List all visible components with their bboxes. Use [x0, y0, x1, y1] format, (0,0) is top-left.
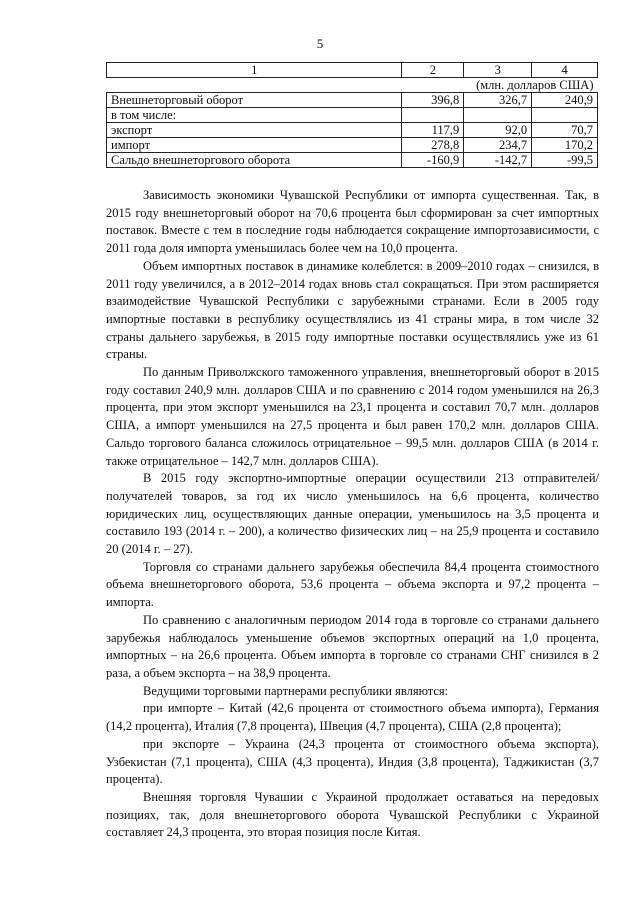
table-cell: 234,7 — [464, 138, 532, 153]
page-number: 5 — [316, 36, 324, 51]
table-cell — [402, 108, 464, 123]
paragraph: По данным Приволжского таможенного управления, внешнеторговый оборот в 2015 году составил 240,9 млн. долларов США и по сравнению с 2014 годом уменьшился на 26,3 процента, при этом экспорт уменьшился на 23,1 процента и составил 70,7 млн. долларов США, а импорт уменьшился на 27,5 процента и был равен 170,2 млн. долларов США. Сальдо торгового баланса сложилось отрицательное – 99,5 млн. долларов США (в 2014 г. также отрицательное – 142,7 млн. долларов США). — [106, 365, 599, 468]
paragraph: В 2015 году экспортно-импортные операции осуществили 213 отправителей/получателей товаров, за год их число уменьшилось на 6,6 процента, количество юридических лиц, осуществляющих данные операции, уменьшилось на 3,5 процента и составило 193 (2014 г. – 200), а количество физических лиц – на 25,9 процента и составило 20 (2014 г. – 27). — [106, 471, 599, 557]
paragraph: По сравнению с аналогичным периодом 2014 года в торговле со странами дальнего зарубежья наблюдалось уменьшение объемов экспортных операций на 1,0 процента, импортных – на 26,6 процента. Объем импорта в торговле со странами СНГ снизился в 2 раза, а объем экспорта – на 38,9 процента. — [106, 612, 599, 680]
table-cell: -99,5 — [532, 153, 598, 168]
table-cell: 326,7 — [464, 93, 532, 108]
table-cell — [532, 108, 598, 123]
trade-table — [106, 62, 598, 168]
table-unit: (млн. долларов США) — [476, 78, 594, 92]
row-label: импорт — [107, 138, 402, 153]
column-header: 3 — [464, 63, 532, 78]
table-row — [107, 138, 598, 153]
row-label: экспорт — [107, 123, 402, 138]
table-cell: 92,0 — [464, 123, 532, 138]
table-cell: -142,7 — [464, 153, 532, 168]
table-cell: 170,2 — [532, 138, 598, 153]
column-header: 4 — [532, 63, 598, 78]
row-label: Внешнеторговый оборот — [107, 93, 402, 108]
table-row — [107, 108, 598, 123]
paragraph: Объем импортных поставок в динамике колеблется: в 2009–2010 годах – снизился, в 2011 году увеличился, а в 2012–2014 годах вновь стал сокращаться. При этом расширяется взаимодействие Чувашской Республики с зарубежными странами. Если в 2005 году импортные поставки в республику осуществлялись из 41 страны мира, в том числе 32 страны дальнего зарубежья, в 2015 году импортные поставки осуществлялись уже из 61 страны. — [106, 258, 599, 362]
table-row — [107, 123, 598, 138]
table-cell: 278,8 — [402, 138, 464, 153]
paragraph: при импорте – Китай (42,6 процента от стоимостного объема импорта), Германия (14,2 процента), Италия (7,8 процента), Швеция (4,7 процента), США (2,8 процента); — [106, 701, 599, 734]
table-cell: 240,9 — [532, 93, 598, 108]
row-label: Сальдо внешнеторгового оборота — [107, 153, 402, 168]
paragraph: Торговля со странами дальнего зарубежья обеспечила 84,4 процента стоимостного объема внешнеторгового оборота, 53,6 процента – объема экспорта и 97,2 процента – импорта. — [106, 559, 599, 610]
table-row — [107, 93, 598, 108]
table-row — [107, 153, 598, 168]
table-cell: 70,7 — [532, 123, 598, 138]
table-header-row — [107, 63, 598, 78]
row-label: в том числе: — [107, 108, 402, 123]
table-unit-row — [107, 78, 598, 93]
table-cell: -160,9 — [402, 153, 464, 168]
table-cell: 396,8 — [402, 93, 464, 108]
table-cell: 117,9 — [402, 123, 464, 138]
column-header: 2 — [402, 63, 464, 78]
column-header: 1 — [107, 63, 402, 78]
paragraph: при экспорте – Украина (24,3 процента от стоимостного объема экспорта), Узбекистан (7,1 процента), США (4,3 процента), Индия (3,8 процента), Таджикистан (3,7 процента). — [106, 736, 599, 787]
paragraph: Внешняя торговля Чувашии с Украиной продолжает оставаться на передовых позициях, так, доля внешнеторгового оборота Чувашской Республики с Украиной составляет 24,3 процента, это вторая позиция после Китая. — [106, 789, 599, 840]
table-cell — [464, 108, 532, 123]
paragraph: Зависимость экономики Чувашской Республики от импорта существенная. Так, в 2015 году внешнеторговый оборот на 70,6 процента был сформирован за счет импортных поставок. Вместе с тем в последние годы наблюдается сокращение импортозависимости, с 2011 года доля импорта уменьшилась более чем на 10,0 процента. — [106, 188, 599, 256]
paragraph: Ведущими торговыми партнерами республики являются: — [143, 683, 449, 698]
body-text — [106, 187, 599, 842]
